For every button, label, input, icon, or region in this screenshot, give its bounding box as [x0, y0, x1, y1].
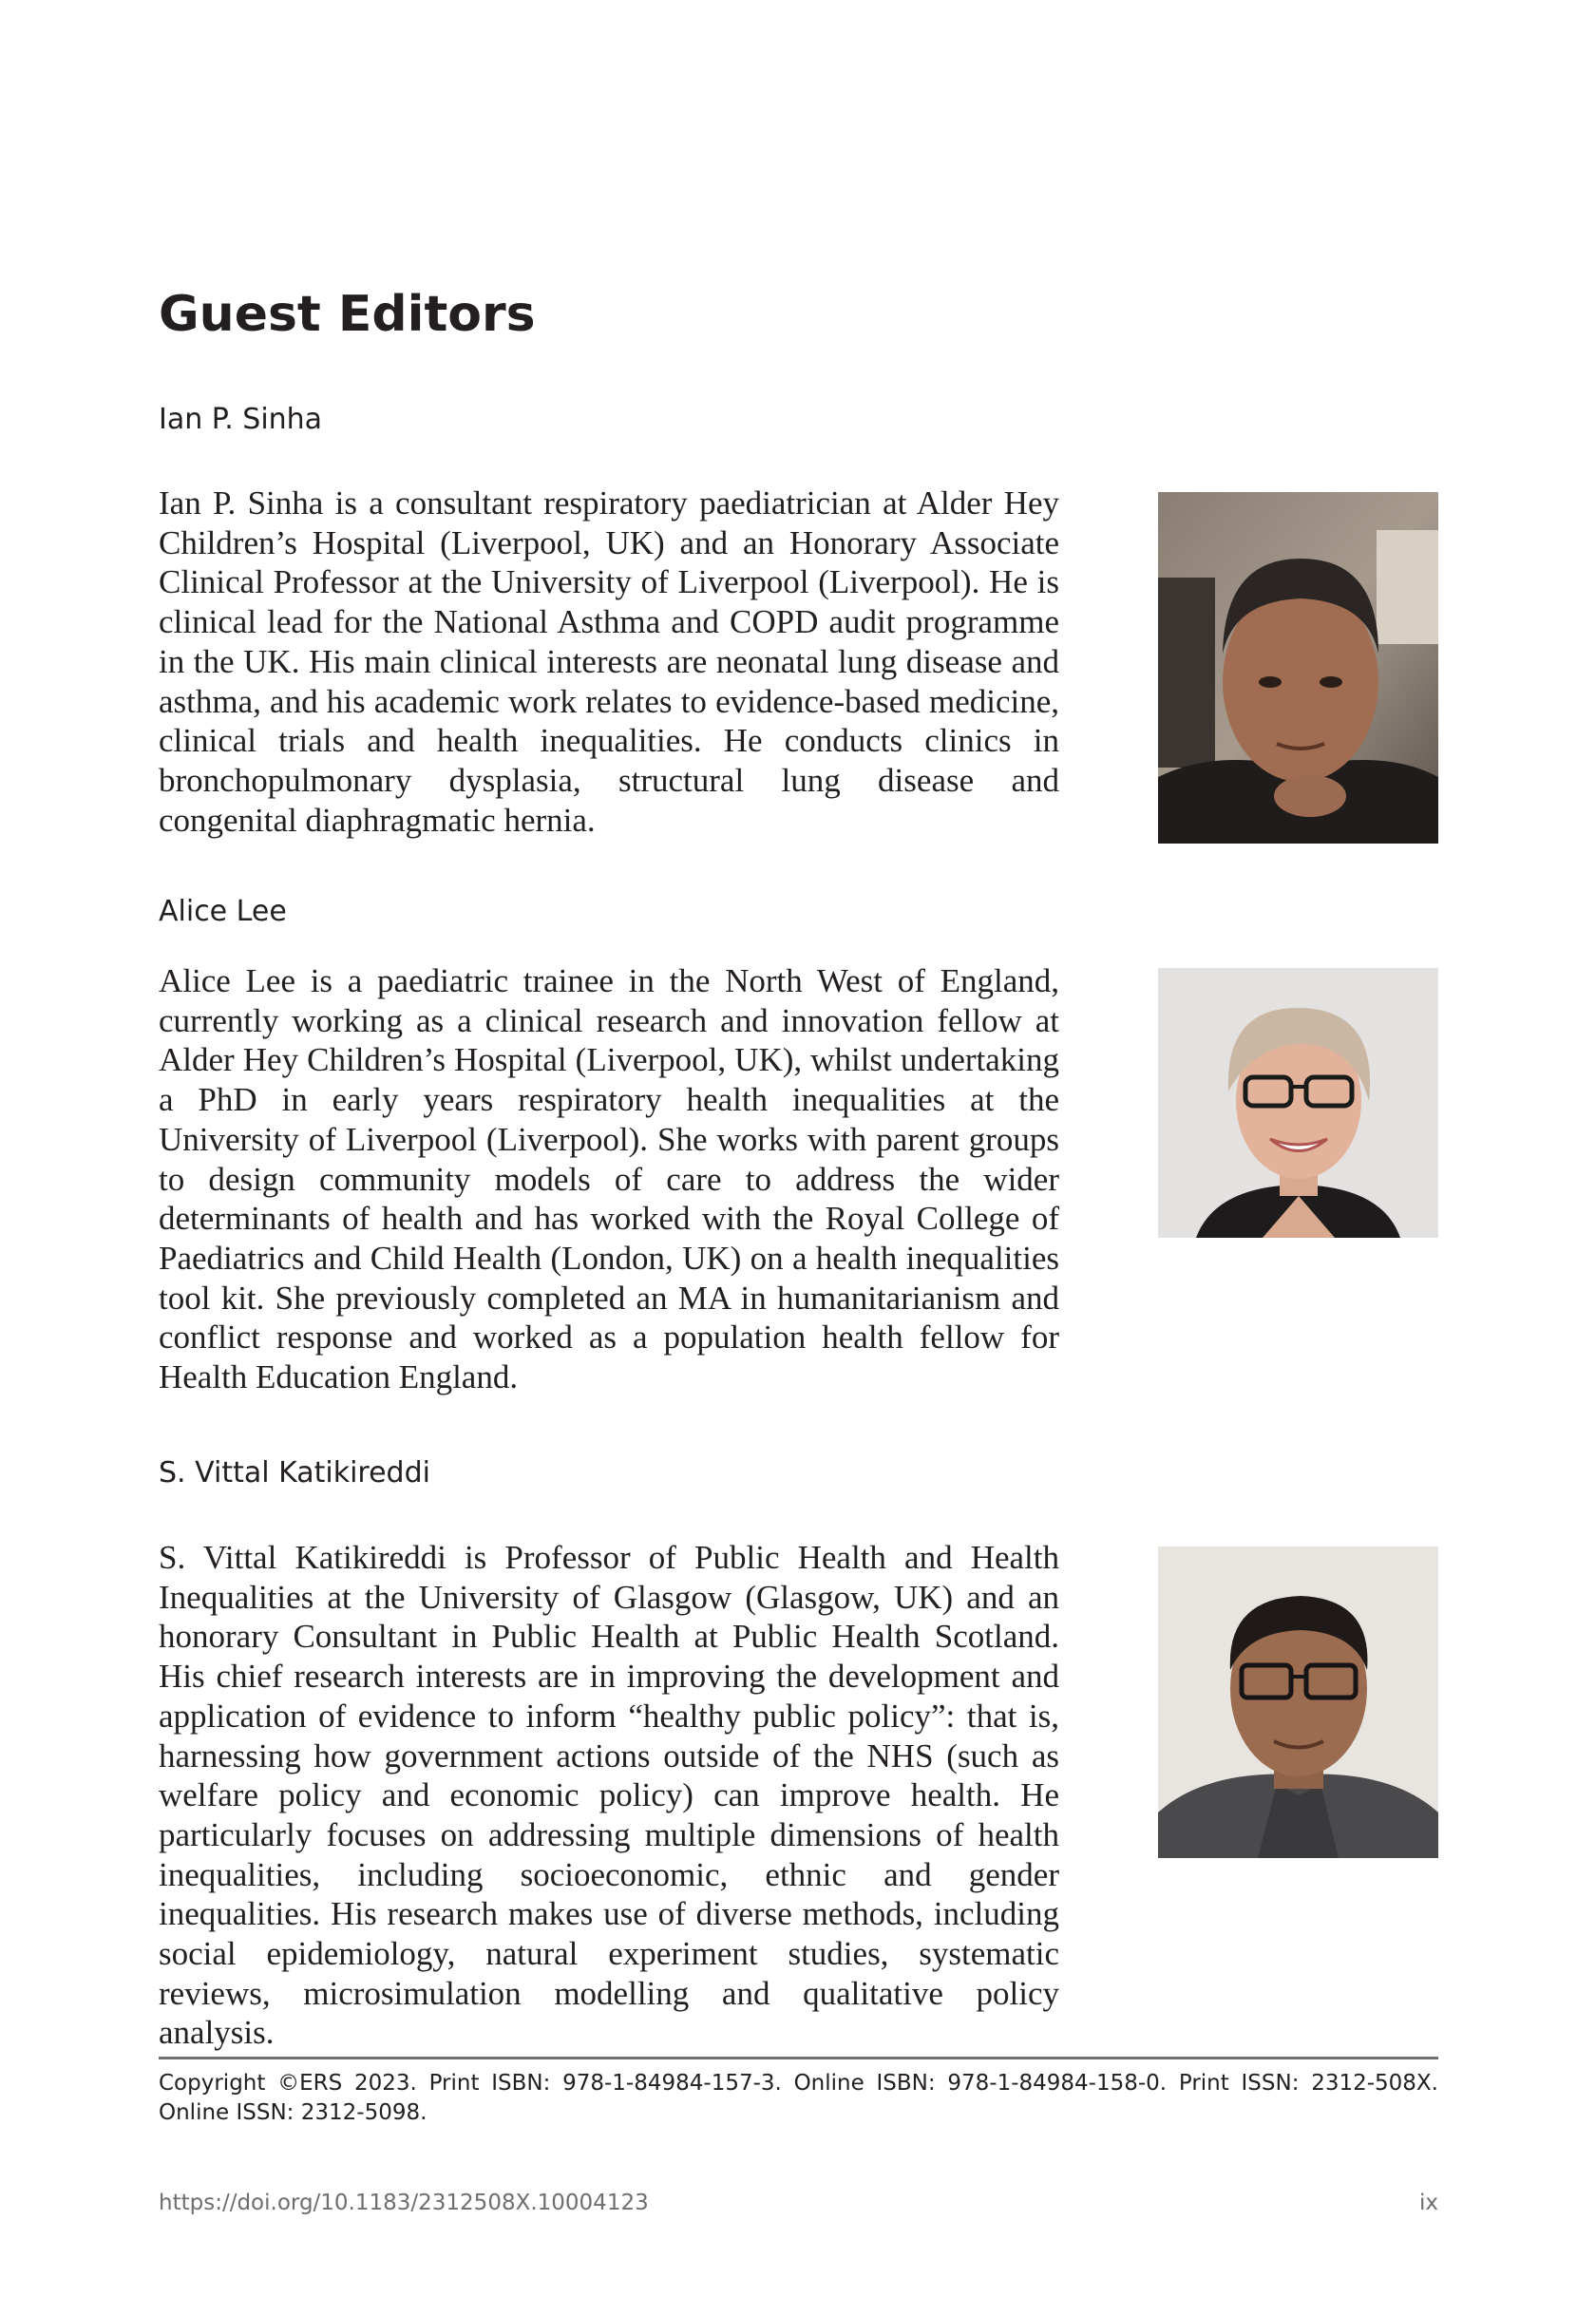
- copyright-notice: Copyright ©ERS 2023. Print ISBN: 978-1-84984-157-3. Online ISBN: 978-1-84984-158-0. Print ISSN: 2312-508X. Online ISSN: 2312-5098.: [159, 2071, 1438, 2125]
- editor-bio-katikireddi: S. Vittal Katikireddi is Professor of Public Health and Health Inequalities at the University of Glasgow (Glasgow, UK) and an honorary Consultant in Public Health at Public Health Scotland. His chief research interests are in improving the development and application of evidence to inform “healthy public policy”: that is, harnessing how government actions outside of the NHS (such as welfare policy and economic policy) can improve health. He particularly focuses on addressing multiple dimensions of health inequalities, including socioeconomic, ethnic and gender inequalities. His research makes use of diverse methods, including social epidemiology, natural experiment studies, systematic reviews, microsimulation modelling and qualitative policy analysis.: [159, 1539, 1059, 2052]
- editor-name-katikireddi: S. Vittal Katikireddi: [159, 1456, 430, 1490]
- editor-name-sinha: Ian P. Sinha: [159, 403, 323, 436]
- editor-photo-sinha: [1158, 492, 1438, 844]
- editor-photo-lee: [1158, 968, 1438, 1238]
- doi-link[interactable]: https://doi.org/10.1183/2312508X.10004123: [159, 2191, 649, 2215]
- editor-photo-katikireddi: [1158, 1546, 1438, 1858]
- editor-name-lee: Alice Lee: [159, 895, 287, 928]
- editor-bio-lee: Alice Lee is a paediatric trainee in the North West of England, currently working as a clinical research and innovation fellow at Alder Hey Children’s Hospital (Liverpool, UK), whilst undertaking a PhD in early years respiratory health inequalities at the University of Liverpool (Liverpool). She works with parent groups to design community models of care to address the wider determinants of health and has worked with the Royal College of Paediatrics and Child Health (London, UK) on a health inequalities tool kit. She previously completed an MA in humanitarianism and conflict response and worked as a population health fellow for Health Education England.: [159, 962, 1059, 1396]
- page-title: Guest Editors: [159, 286, 536, 343]
- editor-bio-sinha: Ian P. Sinha is a consultant respiratory paediatrician at Alder Hey Children’s Hospital (Liverpool, UK) and an Honorary Associate Clinical Professor at the University of Liverpool (Liverpool). He is clinical lead for the National Asthma and COPD audit programme in the UK. His main clinical interests are neonatal lung disease and asthma, and his academic work relates to evidence-based medicine, clinical trials and health inequalities. He conducts clinics in bronchopulmonary dysplasia, structural lung disease and congenital diaphragmatic hernia.: [159, 484, 1059, 839]
- page-number: ix: [1418, 2191, 1438, 2215]
- footer-rule: [159, 2057, 1438, 2059]
